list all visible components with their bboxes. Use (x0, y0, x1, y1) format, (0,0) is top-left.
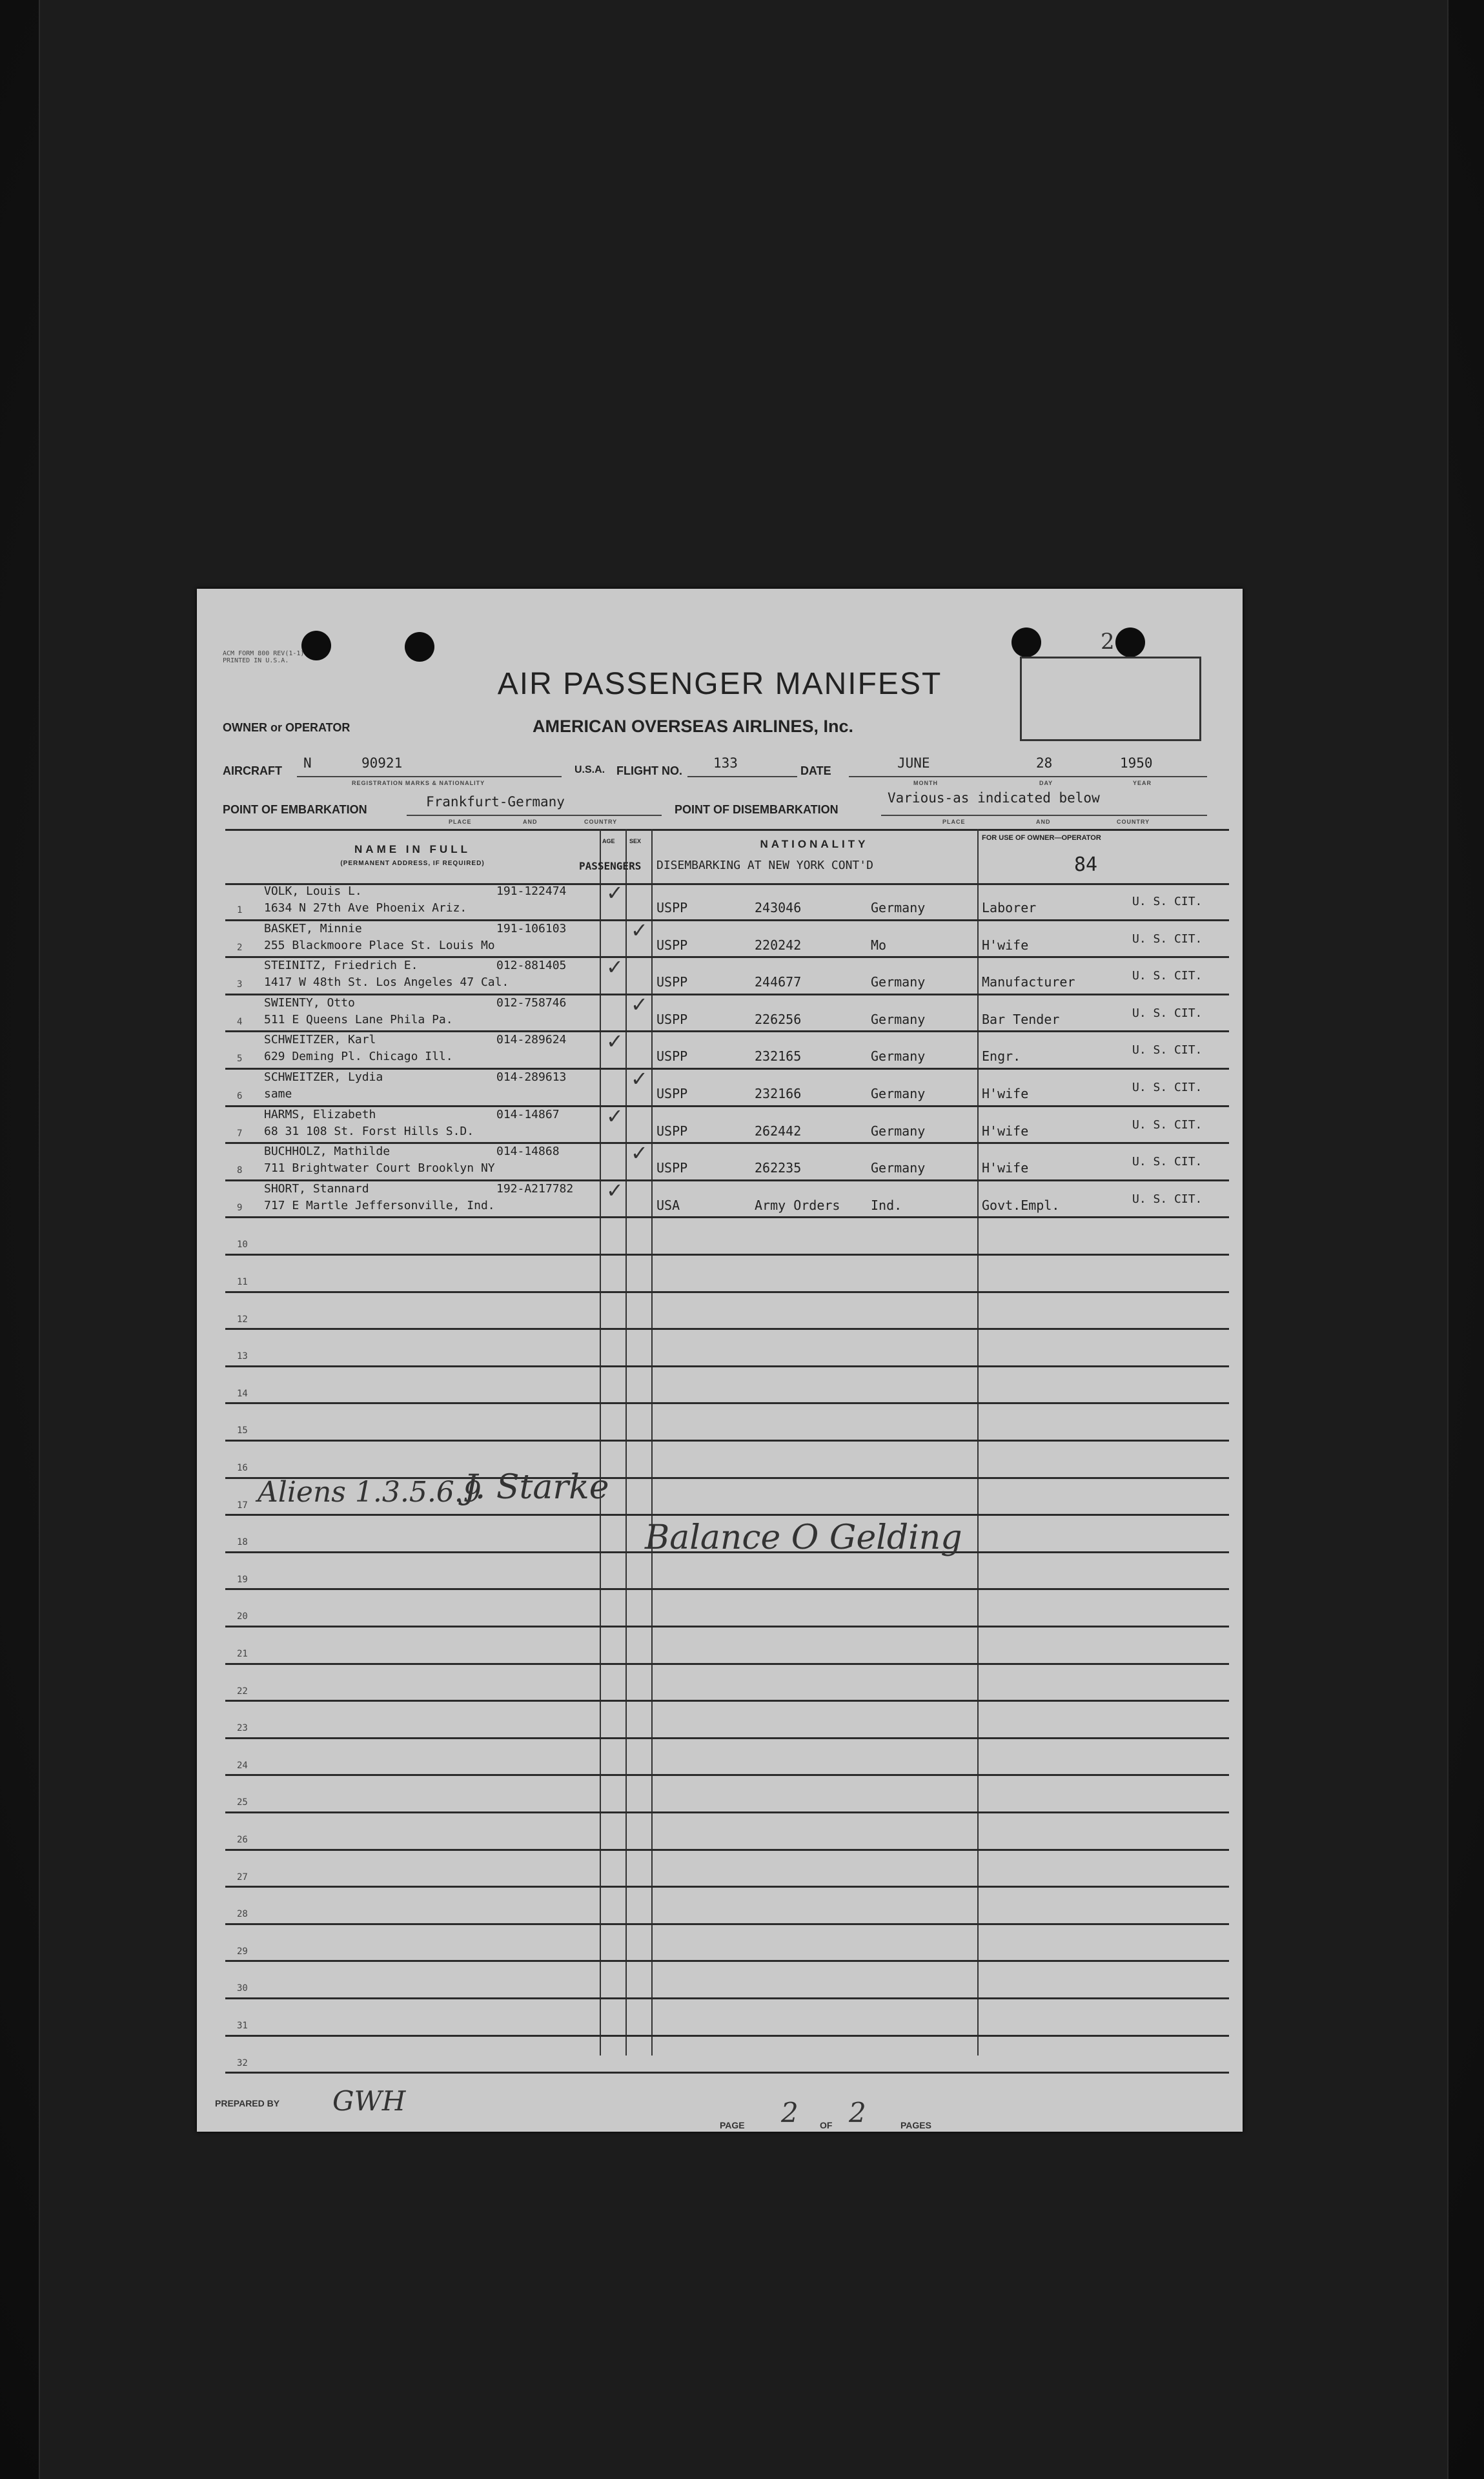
passenger-id: 014-289624 (496, 1033, 567, 1047)
passengers-header: PASSENGERS (579, 860, 642, 872)
passenger-name: SCHWEITZER, Karl (264, 1033, 376, 1047)
name-header: NAME IN FULL (354, 843, 471, 855)
prepared-value: GWH (332, 2085, 406, 2117)
passenger-address: 1634 N 27th Ave Phoenix Ariz. (264, 901, 467, 915)
checkmark-icon: ✓ (606, 881, 624, 905)
passenger-name: HARMS, Elizabeth (264, 1107, 376, 1121)
row-divider (225, 2035, 1229, 2037)
citizenship-status: U. S. CIT. (1132, 1117, 1203, 1132)
page-label: PAGE (720, 2120, 745, 2130)
row-number: 21 (237, 1649, 248, 1659)
flight-value: 133 (713, 755, 738, 771)
row-number: 18 (237, 1537, 248, 1548)
manifest-sheet: ACM FORM 800 REV(1-1) PRINTED IN U.S.A. 2 AIR PASSENGER MANIFEST OWNER or OPERATOR AMERICAN OVERSEAS AIRLINES, Inc. AIRCRAFT N 90921 REGISTRATION MARKS & NATIONALITY U.S.A. FLIGHT NO. 133 DATE JUNE 28 1950 MONTH DAY YEAR POINT OF EMBARKATION Frankfurt-Germany PLACE AND COUNTRY POINT OF DISEMBARKATION Various-as indicated below PLACE AND COUNTRY NAME IN FULL (PERMANENT ADDRESS, IF REQUIRED) AGE SEX PASSENGERS NATIONALITY DISEMBARKING AT NEW YORK CONT'D FOR USE OF OWNER—OPERATOR 84 VOLK, Louis L. 191-122474 1634 N 27th Ave Phoenix Ariz. 1 USPP 243046 Germany Laborer U. S. CIT. ✓ BASKET, Minnie 191-106103 255 Blackmoore Place St. Louis Mo 2 USPP 220242 Mo H'wife U. S. CIT. ✓ STEINITZ, Friedrich E. 012-881405 1417 W 48th St. Los Angeles 47 Cal. 3 USPP 244677 Germany Manufacturer U. S. CIT. ✓ SWIENTY, Otto 012-758746 511 E Queens Lane Phila Pa. 4 USPP 226256 Germany Bar Tender U. S. CIT. ✓ SCHWEITZER, Karl 014-289624 629 Deming Pl. Chicago Ill. 5 USPP 232165 Germany Engr. U. S. CIT. ✓ SCHWEITZER, Lydia 014-289613 same 6 USPP 232166 Germany H'wife U. S. CIT. ✓ HARMS, Elizabeth 014-14867 68 31 108 St. Forst Hills S.D. 7 USPP 262442 Germany H'wife U. S. CIT. ✓ BUCHHOLZ, Mathilde 014-14868 711 Brightwater Court Brooklyn NY 8 USPP 262235 Germany H'wife U. S. CIT. ✓ SHORT, Stannard 192-A217782 717 E Martle Jeffersonville, Ind. 9 USA Army Orders Ind. Govt.Empl. U. S. CIT. ✓ 10 11 12 13 14 15 16 17 18 19 20 21 22 23 24 25 26 27 28 29 30 31 32 Aliens 1.3.5.6.9 J. Starke Balance O Gelding PREPARED BY GWH PAGE 2 OF 2 PAGES (197, 589, 1243, 2132)
disembark-label: POINT OF DISEMBARKATION (675, 803, 839, 816)
passenger-id: 014-14868 (496, 1145, 560, 1159)
passenger-address: 711 Brightwater Court Brooklyn NY (264, 1161, 495, 1176)
form-number: ACM FORM 800 REV(1-1) PRINTED IN U.S.A. (223, 650, 305, 664)
sex-header: SEX (629, 838, 642, 844)
place-cell: Germany (871, 1048, 926, 1065)
checkmark-icon: ✓ (631, 992, 648, 1017)
row-number: 30 (237, 1983, 248, 1994)
passenger-name: BASKET, Minnie (264, 921, 362, 935)
signature: J. Starke (464, 1468, 609, 1507)
citizenship-status: U. S. CIT. (1132, 932, 1203, 946)
row-number: 12 (237, 1314, 248, 1325)
place-cell: Mo (871, 937, 887, 953)
page-value: 2 (781, 2097, 798, 2128)
row-divider (225, 1626, 1229, 1627)
passenger-id: 014-14867 (496, 1107, 560, 1121)
row-divider (225, 1142, 1229, 1144)
passenger-table (225, 829, 1229, 2075)
occupation-cell: H'wife (982, 1086, 1029, 1101)
checkmark-icon: ✓ (606, 955, 624, 980)
aliens-note: Aliens 1.3.5.6.9 (258, 1476, 482, 1509)
row-number: 16 (237, 1463, 248, 1473)
year-label: YEAR (1133, 780, 1152, 786)
passenger-name: SHORT, Stannard (264, 1181, 369, 1196)
citizenship-status: U. S. CIT. (1132, 1081, 1203, 1094)
citizenship-status: U. S. CIT. (1132, 1006, 1203, 1020)
place-cell: Germany (871, 900, 926, 915)
document-number: 232166 (755, 1086, 802, 1101)
row-number: 15 (237, 1425, 248, 1436)
occupation-cell: H'wife (982, 1123, 1029, 1139)
aircraft-prefix: N (303, 755, 312, 771)
row-number: 19 (237, 1574, 248, 1585)
row-number: 22 (237, 1686, 248, 1697)
row-divider (225, 1440, 1229, 1442)
place-cell: Ind. (871, 1197, 902, 1213)
prepared-label: PREPARED BY (215, 2098, 280, 2108)
place-cell: Germany (871, 1086, 926, 1101)
row-number: 14 (237, 1388, 248, 1399)
punch-hole-icon (1011, 627, 1041, 657)
row-number: 28 (237, 1909, 248, 1920)
row-number: 24 (237, 1760, 248, 1771)
document-number: 243046 (755, 900, 802, 915)
operator-header: FOR USE OF OWNER—OPERATOR (982, 834, 1101, 842)
row-divider (225, 994, 1229, 995)
row-divider (225, 1402, 1229, 1404)
nationality-cell: USPP (656, 1123, 688, 1139)
row-number: 7 (237, 1128, 243, 1139)
citizenship-status: U. S. CIT. (1132, 1043, 1203, 1057)
row-number: 25 (237, 1797, 248, 1808)
row-number: 1 (237, 905, 243, 915)
date-year: 1950 (1120, 755, 1153, 771)
page-title: AIR PASSENGER MANIFEST (497, 667, 942, 701)
row-divider (225, 1663, 1229, 1665)
punch-hole-icon (1115, 627, 1145, 657)
row-divider (225, 1328, 1229, 1330)
place-cell: Germany (871, 974, 926, 990)
name-subheader: (PERMANENT ADDRESS, IF REQUIRED) (340, 860, 485, 867)
nationality-cell: USPP (656, 1086, 688, 1101)
document-number: 226256 (755, 1011, 802, 1027)
aircraft-label: AIRCRAFT (223, 764, 282, 777)
row-number: 27 (237, 1872, 248, 1882)
passenger-address: 629 Deming Pl. Chicago Ill. (264, 1050, 453, 1064)
date-month: JUNE (897, 755, 930, 771)
row-number: 10 (237, 1240, 248, 1250)
row-number: 3 (237, 979, 243, 990)
passenger-id: 014-289613 (496, 1070, 567, 1084)
passenger-name: VOLK, Louis L. (264, 884, 362, 898)
place-cell: Germany (871, 1123, 926, 1139)
owner-value: AMERICAN OVERSEAS AIRLINES, Inc. (533, 717, 854, 736)
checkmark-icon: ✓ (606, 1029, 624, 1054)
of-label: OF (820, 2120, 833, 2130)
age-header: AGE (602, 838, 615, 844)
passenger-address: same (264, 1087, 292, 1101)
embark-value: Frankfurt-Germany (426, 794, 565, 810)
row-divider (225, 1588, 1229, 1590)
row-divider (225, 2072, 1229, 2074)
row-number: 6 (237, 1091, 243, 1101)
occupation-cell: Laborer (982, 900, 1037, 915)
passenger-address: 1417 W 48th St. Los Angeles 47 Cal. (264, 975, 509, 990)
embark-label: POINT OF EMBARKATION (223, 803, 367, 816)
passenger-name: SCHWEITZER, Lydia (264, 1070, 383, 1084)
document-number: 262442 (755, 1123, 802, 1139)
checkmark-icon: ✓ (631, 1066, 648, 1091)
passenger-name: STEINITZ, Friedrich E. (264, 959, 418, 973)
pages-label: PAGES (900, 2120, 931, 2130)
nationality-cell: USPP (656, 1160, 688, 1176)
row-divider (225, 1514, 1229, 1516)
flight-label: FLIGHT NO. (616, 764, 682, 777)
citizenship-status: U. S. CIT. (1132, 895, 1203, 908)
row-number: 2 (237, 942, 243, 953)
row-divider (225, 1291, 1229, 1293)
row-divider (225, 1960, 1229, 1962)
date-label: DATE (800, 764, 831, 777)
passenger-address: 511 E Queens Lane Phila Pa. (264, 1012, 453, 1026)
row-number: 13 (237, 1351, 248, 1362)
row-divider (225, 1700, 1229, 1702)
row-divider (225, 1068, 1229, 1070)
row-number: 32 (237, 2057, 248, 2068)
occupation-cell: H'wife (982, 937, 1029, 953)
row-number: 31 (237, 2021, 248, 2031)
occupation-cell: Engr. (982, 1048, 1021, 1065)
place-cell: Germany (871, 1011, 926, 1027)
balance-note: Balance O Gelding (645, 1518, 962, 1557)
checkmark-icon: ✓ (631, 1141, 648, 1166)
nationality-header: NATIONALITY (760, 838, 869, 850)
nationality-cell: USA (656, 1197, 680, 1213)
checkmark-icon: ✓ (606, 1103, 624, 1128)
punch-hole-icon (405, 632, 434, 662)
citizenship-status: U. S. CIT. (1132, 1155, 1203, 1169)
document-number: 262235 (755, 1160, 802, 1176)
row-divider (225, 1216, 1229, 1218)
row-divider (225, 1254, 1229, 1256)
row-number: 9 (237, 1202, 243, 1213)
document-number: 220242 (755, 937, 802, 953)
row-divider (225, 1105, 1229, 1107)
nationality-cell: USPP (656, 900, 688, 915)
owner-label: OWNER or OPERATOR (223, 721, 351, 734)
passenger-address: 68 31 108 St. Forst Hills S.D. (264, 1124, 474, 1138)
month-label: MONTH (913, 780, 938, 786)
date-day: 28 (1036, 755, 1053, 771)
disembark-value: Various-as indicated below (888, 790, 1100, 806)
row-divider (225, 1849, 1229, 1851)
passenger-id: 191-122474 (496, 884, 567, 898)
row-number: 26 (237, 1835, 248, 1845)
passenger-name: BUCHHOLZ, Mathilde (264, 1145, 391, 1159)
registration-note: REGISTRATION MARKS & NATIONALITY (352, 780, 485, 786)
row-number: 20 (237, 1611, 248, 1622)
row-number: 29 (237, 1946, 248, 1957)
checkmark-icon: ✓ (631, 917, 648, 943)
occupation-cell: H'wife (982, 1160, 1029, 1176)
passenger-id: 012-758746 (496, 995, 567, 1010)
row-divider (225, 1179, 1229, 1181)
passenger-address: 255 Blackmoore Place St. Louis Mo (264, 938, 495, 952)
row-number: 17 (237, 1500, 248, 1511)
nationality-cell: USPP (656, 1011, 688, 1027)
document-number: 244677 (755, 974, 802, 990)
row-divider (225, 1737, 1229, 1739)
nationality-cell: USPP (656, 937, 688, 953)
nationality-cell: USPP (656, 1048, 688, 1065)
passenger-id: 191-106103 (496, 921, 567, 935)
row-number: 23 (237, 1723, 248, 1734)
nationality-cell: USPP (656, 974, 688, 990)
occupation-cell: Bar Tender (982, 1011, 1060, 1027)
row-divider (225, 956, 1229, 958)
checkmark-icon: ✓ (606, 1178, 624, 1203)
row-divider (225, 1886, 1229, 1888)
row-divider (225, 1923, 1229, 1925)
row-number: 5 (237, 1054, 243, 1065)
disembarking-header: DISEMBARKING AT NEW YORK CONT'D (656, 859, 873, 872)
row-divider (225, 919, 1229, 921)
day-label: DAY (1039, 780, 1053, 786)
row-divider (225, 1997, 1229, 1999)
occupation-cell: Manufacturer (982, 974, 1075, 990)
row-divider (225, 1811, 1229, 1813)
passenger-id: 192-A217782 (496, 1181, 574, 1196)
passenger-id: 012-881405 (496, 959, 567, 973)
document-number: Army Orders (755, 1197, 840, 1213)
aircraft-value: 90921 (361, 755, 403, 771)
row-number: 11 (237, 1277, 248, 1287)
usa-label: U.S.A. (574, 764, 605, 775)
row-number: 8 (237, 1165, 243, 1176)
row-divider (225, 1774, 1229, 1776)
operator-value: 84 (1074, 853, 1098, 876)
corner-mark: 2 (1101, 629, 1115, 655)
row-divider (225, 1365, 1229, 1367)
occupation-cell: Govt.Empl. (982, 1197, 1060, 1213)
passenger-address: 717 E Martle Jeffersonville, Ind. (264, 1198, 495, 1212)
document-number: 232165 (755, 1048, 802, 1065)
citizenship-status: U. S. CIT. (1132, 969, 1203, 983)
row-divider (225, 1030, 1229, 1032)
passenger-name: SWIENTY, Otto (264, 995, 355, 1010)
of-value: 2 (849, 2097, 866, 2128)
place-cell: Germany (871, 1160, 926, 1176)
row-number: 4 (237, 1016, 243, 1027)
citizenship-status: U. S. CIT. (1132, 1192, 1203, 1206)
